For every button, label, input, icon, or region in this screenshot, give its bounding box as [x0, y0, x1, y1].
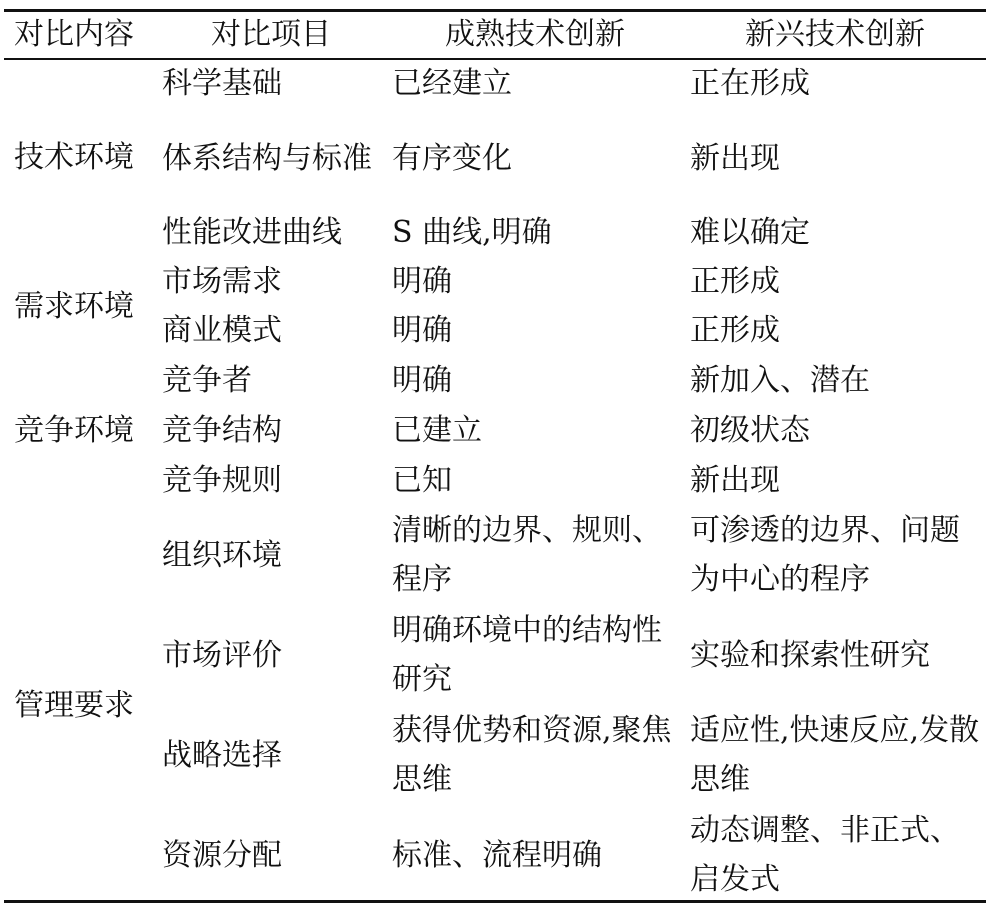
item-cell: 市场评价 [162, 637, 282, 673]
mature-cell: S 曲线,明确 [392, 215, 552, 250]
category-cell: 需求环境 [14, 288, 134, 324]
mature-cell: 清晰的边界、规则、程序 [392, 513, 662, 597]
emerging-cell: 正形成 [690, 264, 780, 299]
table-row [4, 257, 986, 306]
emerging-cell: 新出现 [690, 140, 780, 176]
item-cell: 体系结构与标准 [162, 140, 372, 176]
emerging-cell: 新出现 [690, 462, 780, 498]
emerging-cell: 难以确定 [690, 215, 810, 250]
mature-cell: 已知 [392, 462, 452, 498]
emerging-cell: 实验和探索性研究 [690, 637, 930, 673]
category-cell: 技术环境 [14, 140, 134, 175]
mature-cell: 明确 [392, 362, 452, 398]
header-category: 对比内容 [14, 17, 134, 52]
emerging-cell: 可渗透的边界、问题为中心的程序 [690, 513, 960, 597]
item-cell: 竞争规则 [162, 462, 282, 498]
item-cell: 组织环境 [162, 537, 282, 573]
header-emerging: 新兴技术创新 [745, 17, 925, 52]
mature-cell: 标准、流程明确 [392, 837, 602, 873]
header-item: 对比项目 [211, 17, 331, 52]
table-row [4, 355, 986, 405]
mature-cell: 明确环境中的结构性研究 [392, 613, 662, 697]
category-cell: 管理要求 [14, 687, 134, 723]
mature-cell: 获得优势和资源,聚焦思维 [392, 713, 672, 797]
mature-cell: 明确 [392, 264, 452, 299]
table-header-row [4, 12, 986, 58]
emerging-cell: 新加入、潜在 [690, 362, 870, 398]
item-cell: 资源分配 [162, 837, 282, 873]
item-cell: 性能改进曲线 [162, 215, 342, 250]
item-cell: 科学基础 [162, 65, 282, 101]
item-cell: 战略选择 [162, 737, 282, 773]
table-row [4, 58, 986, 108]
category-cell: 竞争环境 [14, 412, 134, 448]
comparison-table [4, 12, 986, 905]
mature-cell: 已建立 [392, 412, 482, 448]
emerging-cell: 动态调整、非正式、启发式 [690, 813, 960, 897]
header-mature: 成熟技术创新 [445, 17, 625, 52]
item-cell: 商业模式 [162, 313, 282, 348]
emerging-cell: 适应性,快速反应,发散思维 [690, 713, 980, 797]
emerging-cell: 正在形成 [690, 65, 810, 101]
mature-cell: 有序变化 [392, 140, 512, 176]
item-cell: 竞争结构 [162, 412, 282, 448]
emerging-cell: 正形成 [690, 313, 780, 348]
item-cell: 竞争者 [162, 362, 252, 398]
mature-cell: 已经建立 [392, 65, 512, 101]
mature-cell: 明确 [392, 313, 452, 348]
item-cell: 市场需求 [162, 264, 282, 299]
emerging-cell: 初级状态 [690, 412, 810, 448]
table-row [4, 505, 986, 605]
